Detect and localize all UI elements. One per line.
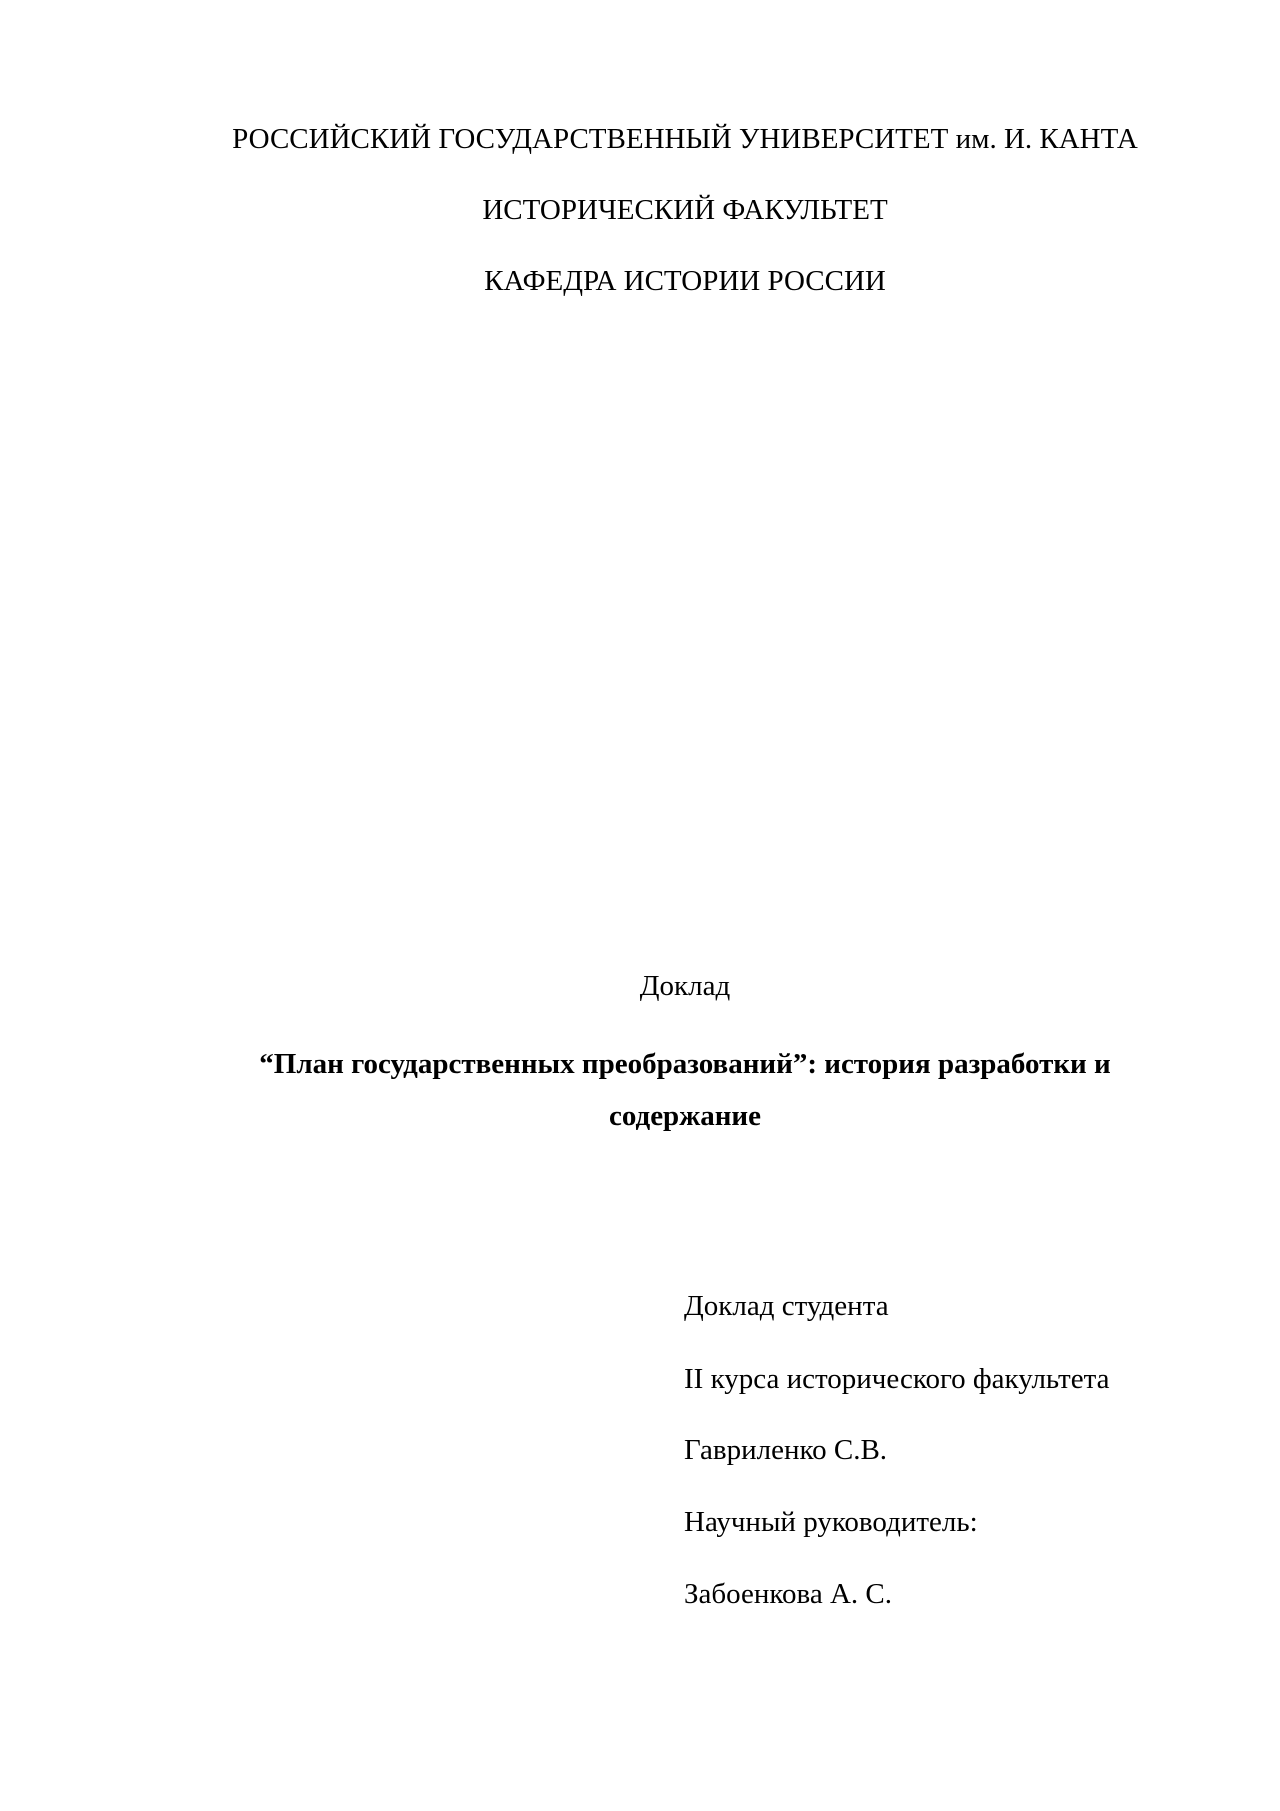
- report-title: “План государственных преобразований”: история разработки и содержание: [259, 1048, 1111, 1132]
- department-name: КАФЕДРА ИСТОРИИ РОССИИ: [484, 265, 886, 297]
- student-name: Гавриленко С.В.: [684, 1434, 888, 1466]
- university-name: РОССИЙСКИЙ ГОСУДАРСТВЕННЫЙ УНИВЕРСИТЕТ им. И. КАНТА: [232, 123, 1138, 155]
- supervisor-label: Научный руководитель:: [684, 1506, 978, 1538]
- supervisor-name: Забоенкова А. С.: [684, 1578, 892, 1610]
- author-line-2: II курса исторического факультета: [684, 1363, 1110, 1395]
- faculty-name: ИСТОРИЧЕСКИЙ ФАКУЛЬТЕТ: [482, 194, 888, 226]
- author-line-1: Доклад студента: [684, 1290, 889, 1322]
- report-kind: Доклад: [639, 970, 731, 1002]
